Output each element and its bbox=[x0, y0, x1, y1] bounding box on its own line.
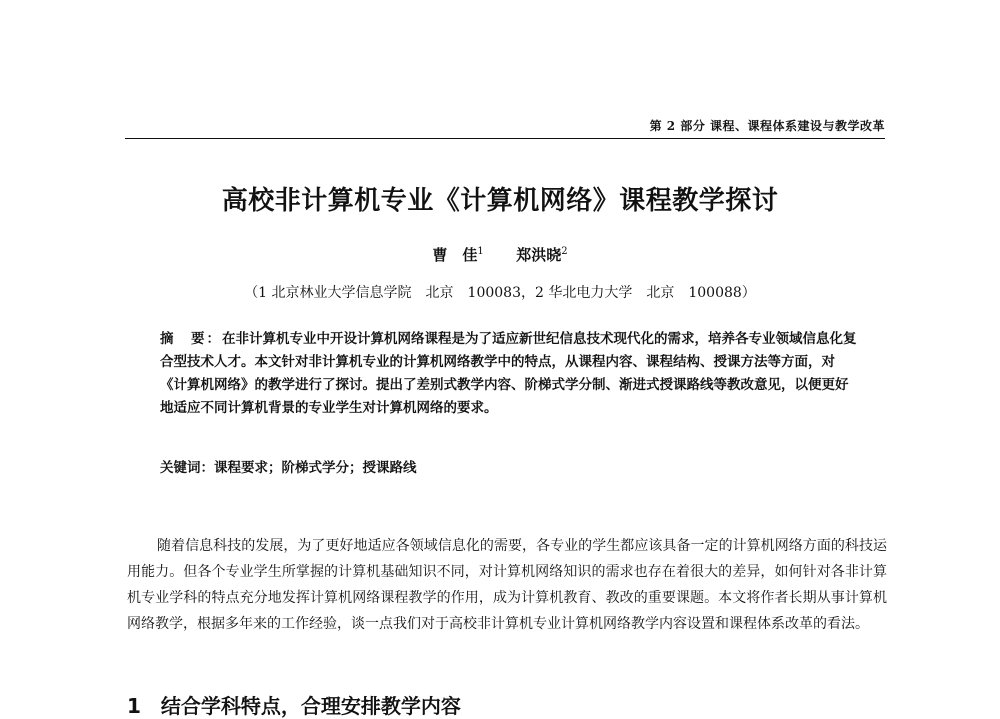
abstract-text: 在非计算机专业中开设计算机网络课程是为了适应新世纪信息技术现代化的需求，培养各专业领域信息化复合型技术人才。本文针对非计算机专业的计算机网络教学中的特点，从课程内容、课程结构、授课方法等方面，对《计算机网络》的教学进行了探讨。提出了差别式教学内容、阶梯式学分制、渐进式授课路线等教改意见，以便更好地适应不同计算机背景的专业学生对计算机网络的要求。 bbox=[160, 331, 857, 416]
section-heading: 1 结合学科特点，合理安排教学内容 bbox=[127, 694, 461, 718]
abstract bbox=[160, 328, 860, 420]
abstract-label: 摘 要： bbox=[160, 331, 222, 347]
author-affiliation-mark: 2 bbox=[561, 246, 568, 257]
author-name: 曹 佳 bbox=[432, 246, 478, 264]
keywords bbox=[160, 456, 860, 476]
header-rule bbox=[125, 138, 885, 139]
affiliations: （1 北京林业大学信息学院 北京 100083，2 华北电力大学 北京 100088） bbox=[244, 285, 756, 301]
paper-title: 高校非计算机专业《计算机网络》课程教学探讨 bbox=[221, 186, 779, 216]
body-paragraph: 随着信息科技的发展，为了更好地适应各领域信息化的需要，各专业的学生都应该具备一定的计算机网络方面的科技运用能力。但各个专业学生所掌握的计算机基础知识不同，对计算机网络知识的需求也存在着很大的差异，如何针对各非计算机专业学科的特点充分地发挥计算机网络课程教学的作用，成为计算机教育、教改的重要课题。本文将作者长期从事计算机网络教学，根据多年来的工作经验，谈一点我们对于高校非计算机专业计算机网络教学内容设置和课程体系改革的看法。 bbox=[127, 538, 887, 632]
author-name: 郑洪晓 bbox=[516, 246, 562, 264]
keywords-text: 课程要求；阶梯式学分；授课路线 bbox=[214, 460, 417, 476]
author-affiliation-mark: 1 bbox=[477, 246, 484, 257]
keywords-label: 关键词： bbox=[160, 460, 214, 476]
running-header: 第 2 部分 课程、课程体系建设与教学改革 bbox=[649, 119, 885, 133]
author-line bbox=[0, 244, 1000, 265]
